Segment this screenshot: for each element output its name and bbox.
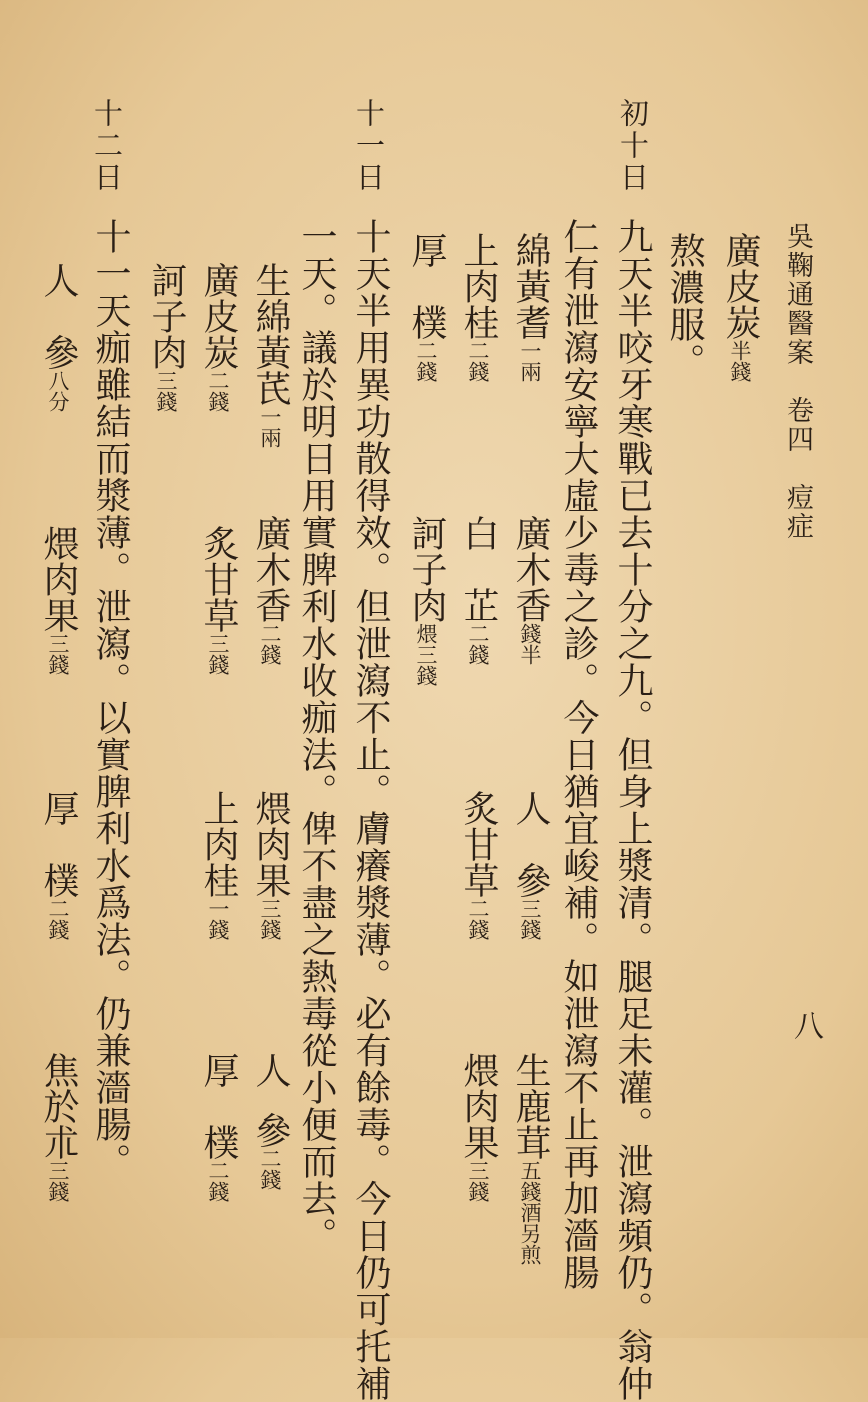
instruction-line: 熬濃服。	[664, 232, 705, 380]
entry-text-line: 十一天痂雖結而漿薄。泄瀉。以實脾利水爲法。仍兼濇腸。	[90, 218, 131, 1180]
running-header: 吳鞠通醫案 卷四 痘症	[782, 222, 813, 541]
prescription-item: 人 參三錢	[510, 790, 551, 940]
prescription-item: 人 參八分	[38, 262, 79, 412]
prescription-item: 焦於朮三錢	[38, 1052, 79, 1202]
prescription-item: 廣木香錢半	[510, 515, 551, 665]
entry-date: 十一日	[352, 98, 386, 194]
prescription-item: 煨肉果三錢	[38, 525, 79, 675]
prescription-item: 人參二錢	[250, 1052, 291, 1190]
prescription-item: 綿黃耆一兩	[510, 232, 551, 382]
entry-text-line: 一天。議於明日用實脾利水收痂法。俾不盡之熱毒從小便而去。	[296, 218, 337, 1254]
prescription-item: 上肉桂一錢	[198, 790, 239, 940]
prescription-item: 訶子肉煨三錢	[406, 515, 447, 686]
prescription-item: 訶子肉三錢	[146, 262, 187, 412]
prescription-item: 生綿黃芪一兩	[250, 262, 291, 448]
prescription-item: 煨肉果三錢	[458, 1052, 499, 1202]
prescription-item: 煨肉果三錢	[250, 790, 291, 940]
prescription-item: 炙甘草二錢	[458, 790, 499, 940]
entry-date: 初十日	[616, 98, 650, 194]
herb-line: 廣皮炭半錢	[720, 232, 761, 382]
prescription-item: 厚 樸二錢	[38, 790, 79, 940]
prescription-item: 上肉桂二錢	[458, 232, 499, 382]
prescription-item: 廣木香二錢	[250, 515, 291, 665]
prescription-item: 炙甘草三錢	[198, 525, 239, 675]
entry-text-line: 仁有泄瀉安寧大虛少毒之診。今日猶宜峻補。如泄瀉不止再加濇腸	[558, 218, 599, 1291]
prescription-item: 厚 樸二錢	[198, 1052, 239, 1202]
entry-text-line: 九天半咬牙寒戰已去十分之九。但身上漿清。腿足未灌。泄瀉頻仍。翁仲	[612, 218, 653, 1402]
prescription-item: 厚 樸二錢	[406, 232, 447, 382]
prescription-item: 生鹿茸五錢酒另煎	[510, 1052, 551, 1265]
entry-date: 十二日	[90, 98, 124, 194]
entry-text-line: 十天半用異功散得效。但泄瀉不止。膚癢漿薄。必有餘毒。今日仍可托補	[350, 218, 391, 1402]
page-number: 八	[788, 1010, 823, 1040]
prescription-item: 白 芷二錢	[458, 515, 499, 665]
prescription-item: 廣皮炭二錢	[198, 262, 239, 412]
